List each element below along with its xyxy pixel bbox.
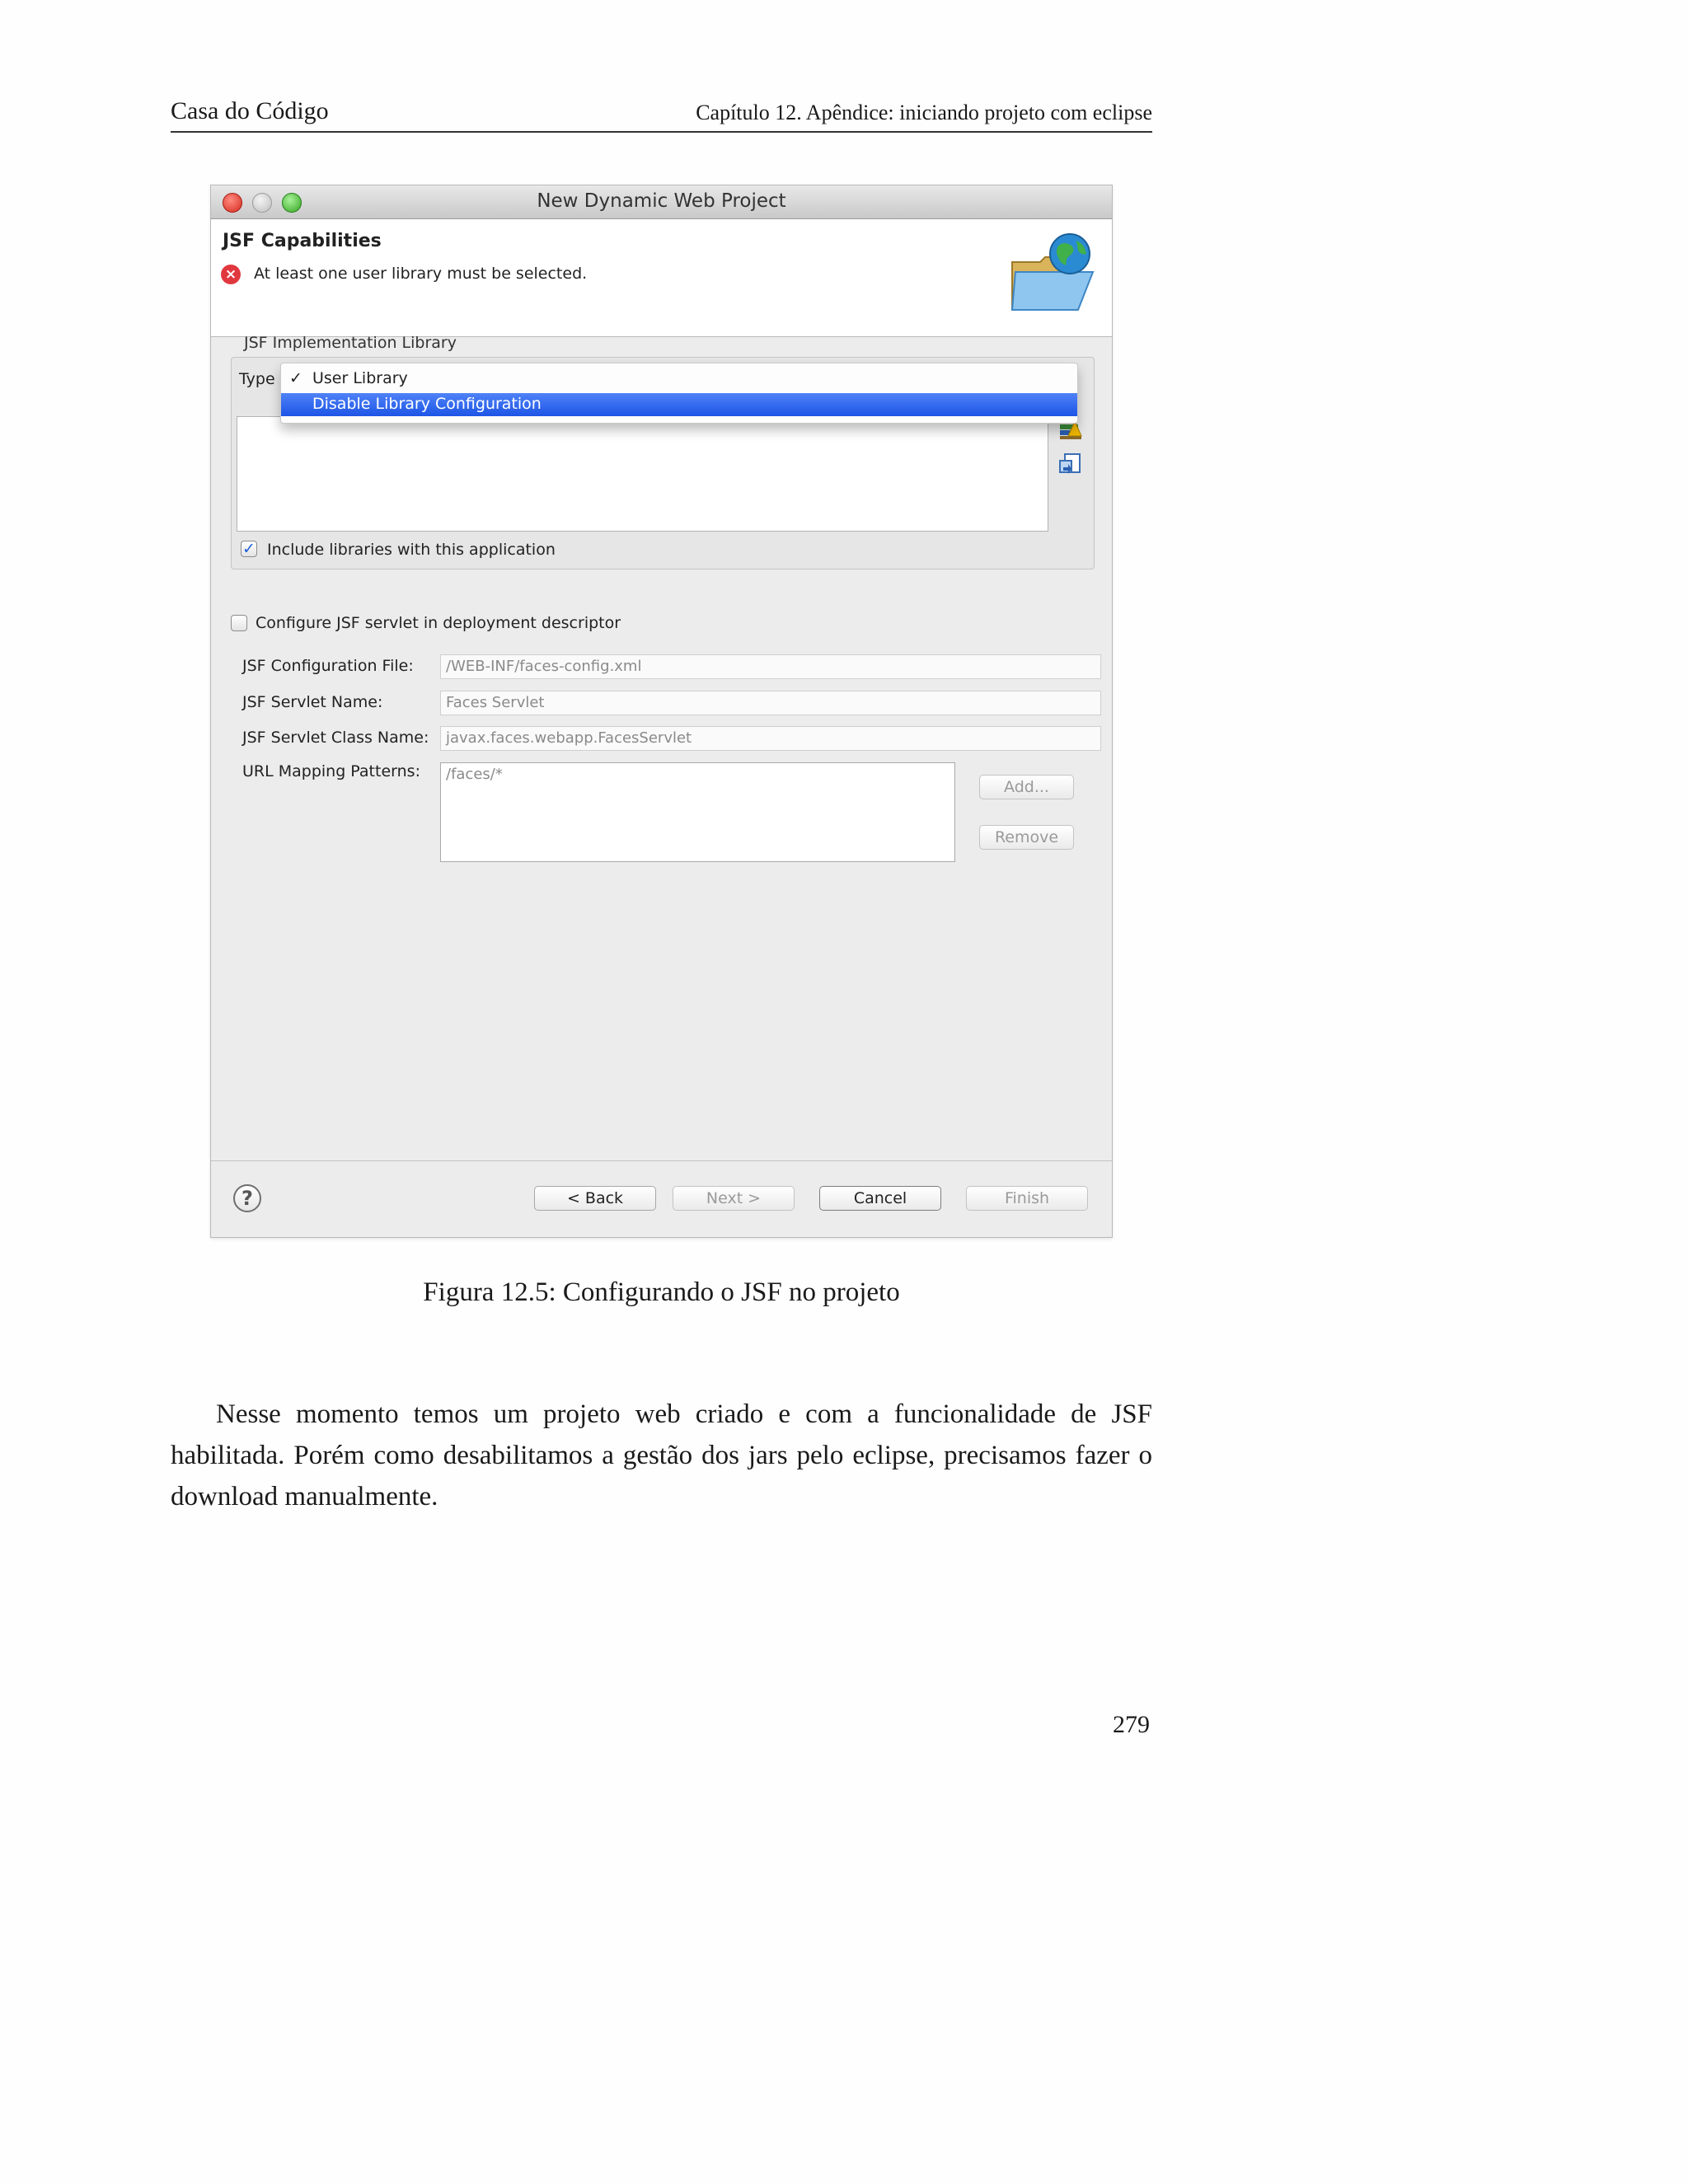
url-patterns-label: URL Mapping Patterns: — [242, 762, 420, 780]
back-button[interactable]: < Back — [534, 1186, 656, 1211]
running-header-right: Capítulo 12. Apêndice: iniciando projeto com eclipse — [696, 101, 1152, 124]
title-bar[interactable] — [211, 185, 1112, 219]
folder-globe-icon — [1007, 229, 1100, 321]
figure-caption: Figura 12.5: Configurando o JSF no projeto — [423, 1277, 900, 1307]
configure-servlet-label: Configure JSF servlet in deployment descriptor — [256, 614, 621, 632]
dialog-title: New Dynamic Web Project — [537, 190, 786, 212]
next-button[interactable]: Next > — [673, 1186, 795, 1211]
add-pattern-button[interactable]: Add... — [979, 775, 1074, 799]
type-dropdown-menu — [280, 363, 1078, 424]
include-libraries-label: Include libraries with this application — [267, 541, 556, 559]
error-message: At least one user library must be selected. — [254, 265, 588, 283]
help-icon[interactable]: ? — [233, 1184, 261, 1212]
impl-library-group-label: JSF Implementation Library — [244, 334, 457, 352]
finish-button[interactable]: Finish — [966, 1186, 1088, 1211]
servlet-class-label: JSF Servlet Class Name: — [242, 729, 429, 747]
user-library-list[interactable] — [237, 416, 1048, 532]
include-libraries-checkbox[interactable]: ✓ — [241, 541, 257, 557]
button-bar-separator — [211, 1160, 1112, 1161]
running-header-left: Casa do Código — [171, 97, 329, 124]
dropdown-option-label: Disable Library Configuration — [312, 395, 542, 413]
remove-pattern-button[interactable]: Remove — [979, 825, 1074, 850]
header-rule — [171, 131, 1152, 133]
config-file-label: JSF Configuration File: — [242, 657, 414, 675]
page-number: 279 — [1113, 1711, 1150, 1738]
body-paragraph: Nesse momento temos um projeto web criado e com a funcionalidade de JSF habilitada. Porém como desabilitamos a gestão dos jars pelo eclipse, precisamos fazer o download manualmente. — [171, 1399, 1152, 1511]
banner-title: JSF Capabilities — [223, 231, 382, 251]
new-dynamic-web-project-dialog — [210, 185, 1113, 1238]
checkmark-icon: ✓ — [289, 369, 302, 387]
cancel-button[interactable]: Cancel — [819, 1186, 941, 1211]
config-file-field[interactable]: /WEB-INF/faces-config.xml — [440, 654, 1101, 679]
configure-servlet-checkbox[interactable] — [231, 615, 247, 631]
dropdown-option-disable-library-configuration[interactable] — [281, 393, 1077, 416]
url-patterns-list[interactable]: /faces/* — [440, 762, 955, 862]
error-icon: × — [221, 265, 241, 284]
type-label: Type — [239, 370, 275, 388]
library-import-icon[interactable] — [1058, 452, 1083, 476]
servlet-class-field[interactable]: javax.faces.webapp.FacesServlet — [440, 726, 1101, 751]
dropdown-option-user-library[interactable]: User Library — [312, 369, 408, 387]
servlet-name-label: JSF Servlet Name: — [242, 693, 383, 711]
servlet-name-field[interactable]: Faces Servlet — [440, 691, 1101, 715]
wizard-banner — [211, 219, 1112, 337]
